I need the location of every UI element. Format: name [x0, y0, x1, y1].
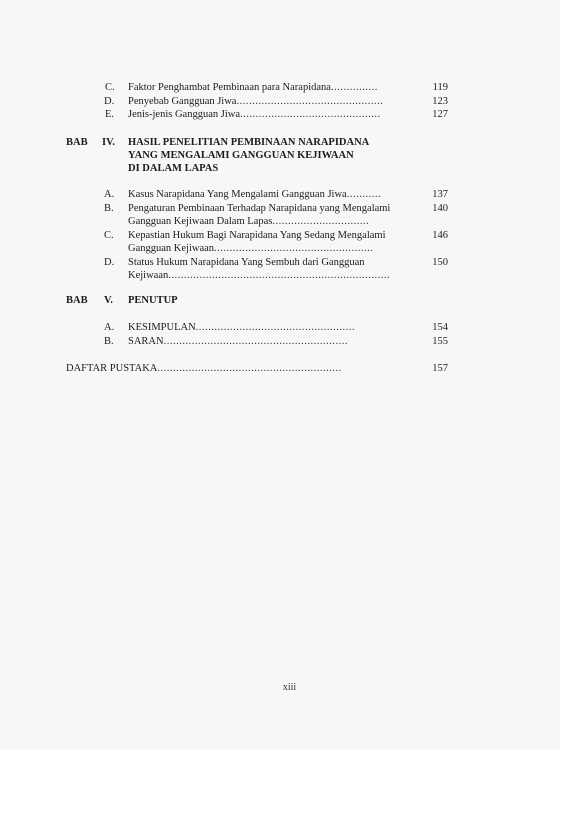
entry-page-number: 155: [432, 336, 448, 347]
entry-letter: D.: [104, 257, 115, 268]
entry-page-number: 150: [432, 257, 448, 268]
entry-page-number: 146: [432, 230, 448, 241]
entry-page-number: 157: [432, 363, 448, 374]
entry-title: Penyebab Gangguan Jiwa...............................................: [128, 96, 384, 107]
entry-letter: A.: [104, 322, 115, 333]
entry-title: Faktor Penghambat Pembinaan para Narapidana...............: [128, 82, 378, 93]
entry-title: KESIMPULAN...................................................: [128, 322, 356, 333]
entry-letter: D.: [104, 96, 115, 107]
chapter-4-title-line-2[interactable]: YANG MENGALAMI GANGGUAN KEJIWAAN: [128, 150, 354, 161]
chapter-4-title-line-1[interactable]: HASIL PENELITIAN PEMBINAAN NARAPIDANA: [128, 137, 370, 148]
entry-title: Status Hukum Narapidana Yang Sembuh dari Gangguan: [128, 257, 365, 268]
chapter-4-numeral: IV.: [102, 137, 115, 148]
entry-title: Pengaturan Pembinaan Terhadap Narapidana yang Mengalami: [128, 203, 391, 214]
entry-title-continued: Gangguan Kejiwaan Dalam Lapas: [128, 216, 273, 227]
entry-letter: E.: [105, 109, 115, 120]
entry-letter: C.: [105, 82, 115, 93]
entry-title-continued: Gangguan Kejiwaan: [128, 243, 215, 254]
toc-entry-b-continuation[interactable]: [128, 215, 369, 228]
chapter-5-numeral: V.: [104, 295, 113, 306]
entry-page-number: 123: [432, 96, 448, 107]
entry-letter: B.: [104, 203, 114, 214]
leader-dots: .......................................................................: [168, 270, 391, 281]
leader-dots: ...................................................: [214, 243, 374, 254]
chapter-5-title[interactable]: PENUTUP: [128, 295, 178, 306]
toc-entry-d2-continuation[interactable]: [128, 269, 390, 282]
entry-page-number: 137: [432, 189, 448, 200]
entry-letter: A.: [104, 189, 115, 200]
entry-title: Kepastian Hukum Bagi Narapidana Yang Sedang Mengalami: [128, 230, 386, 241]
entry-letter: C.: [104, 230, 114, 241]
entry-page-number: 154: [432, 322, 448, 333]
entry-page-number: 119: [432, 82, 448, 93]
entry-title: Jenis-jenis Gangguan Jiwa.............................................: [128, 109, 381, 120]
entry-page-number: 140: [432, 203, 448, 214]
entry-title: SARAN...........................................................: [128, 336, 348, 347]
entry-page-number: 127: [432, 109, 448, 120]
chapter-4-title-line-3[interactable]: DI DALAM LAPAS: [128, 163, 219, 174]
chapter-4-label: BAB: [66, 137, 88, 148]
toc-entry-c2-continuation[interactable]: [128, 242, 373, 255]
entry-letter: B.: [104, 336, 114, 347]
entry-title: DAFTAR PUSTAKA...........................................................: [66, 363, 342, 374]
entry-title: Kasus Narapidana Yang Mengalami Gangguan Jiwa...........: [128, 189, 382, 200]
leader-dots: ...............................: [272, 216, 370, 227]
page-number-footer: xiii: [282, 682, 297, 693]
chapter-5-label: BAB: [66, 295, 88, 306]
entry-title-continued: Kejiwaan: [128, 270, 169, 281]
